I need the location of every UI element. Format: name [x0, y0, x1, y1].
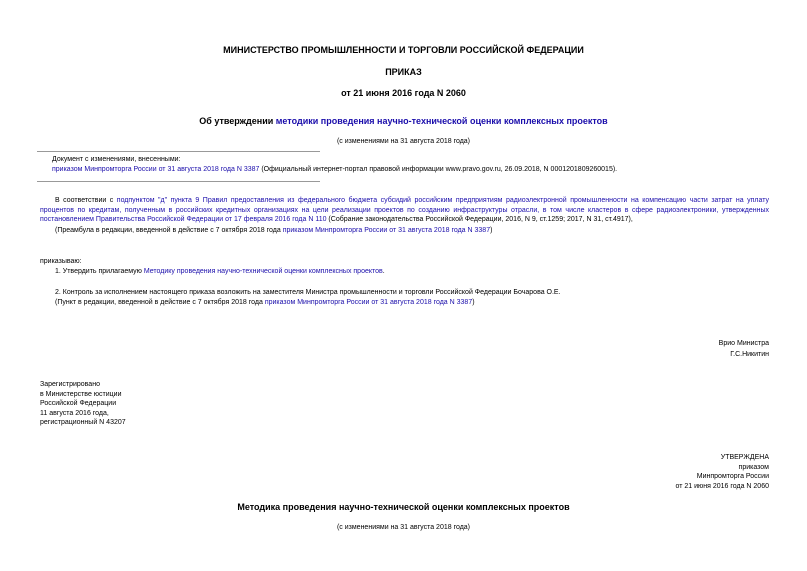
approval-block — [675, 453, 769, 491]
preamble-rules-link[interactable]: подпунктом "д" пункта 9 Правил предоставления из федерального бюджета субсидий российским предприятиям радиоэлектронной промышленности на компенсацию части затрат на уплату процентов по кредитам, полученным в российских кредитных организациях на цели реализации проектов по созданию инфраструктуры отрасли, в том числе кластеров в сфере радиоэлектроники, утвержденных постановлением Правительства Российской Федерации от 17 февраля 2016 года N 110 — [40, 197, 770, 223]
amendments-top-divider — [37, 151, 320, 152]
registration-line-4: 11 августа 2016 года, — [40, 409, 109, 417]
amendments-label: Документ с изменениями, внесенными: — [52, 156, 181, 163]
registration-line-5: регистрационный N 43207 — [40, 419, 126, 426]
amendments-line — [52, 165, 772, 175]
preamble-note-suffix: ) — [490, 227, 493, 234]
amendments-bottom-divider — [37, 181, 320, 182]
order-item-1-prefix: 1. Утвердить прилагаемую — [55, 268, 144, 275]
preamble-note-prefix: (Преамбула в редакции, введенной в действие с 7 октября 2018 года — [55, 227, 283, 234]
order-item-1 — [40, 267, 769, 277]
order-date-heading: от 21 июня 2016 года N 2060 — [341, 88, 466, 98]
approval-line-4: от 21 июня 2016 года N 2060 — [675, 482, 769, 490]
preamble-intro: В соответствии с — [55, 197, 117, 204]
title-prefix: Об утверждении — [199, 116, 276, 126]
approval-line-3: Минпромторга России — [696, 473, 769, 480]
amendments-source: (Официальный интернет-портал правовой информации www.pravo.gov.ru, 26.09.2018, N 0001201809260015). — [259, 166, 618, 173]
amendments-link[interactable]: приказом Минпромторга России от 31 августа 2018 года N 3387 — [52, 166, 260, 173]
preamble-note — [40, 226, 769, 236]
method-changes-note: (с изменениями на 31 августа 2018 года) — [336, 524, 471, 531]
order-item-1-suffix: . — [382, 268, 385, 275]
order-item-2-note — [40, 298, 769, 308]
doc-type-heading: ПРИКАЗ — [385, 67, 422, 77]
preamble-note-link[interactable]: приказом Минпромторга России от 31 августа 2018 года N 3387 — [282, 227, 491, 234]
registration-block — [40, 380, 126, 428]
registration-line-2: в Министерстве юстиции — [40, 390, 122, 398]
registration-line-1: Зарегистрировано — [40, 381, 100, 388]
method-title: Методика проведения научно-технической оценки комплексных проектов — [237, 502, 570, 512]
title-link[interactable]: методики проведения научно-технической оценки комплексных проектов — [275, 116, 608, 126]
approval-line-2: приказом — [738, 463, 769, 471]
title-changes-note: (с изменениями на 31 августа 2018 года) — [336, 138, 471, 145]
signature-name: Г.С.Никитин — [730, 351, 769, 358]
ministry-heading: МИНИСТЕРСТВО ПРОМЫШЛЕННОСТИ И ТОРГОВЛИ РОССИЙСКОЙ ФЕДЕРАЦИИ — [223, 45, 584, 55]
approval-line-1: УТВЕРЖДЕНА — [720, 454, 769, 461]
order-item-2: 2. Контроль за исполнением настоящего приказа возложить на заместителя Министра промышленности и торговли Российской Федерации Бочарова О.Е. — [55, 289, 561, 296]
registration-line-3: Российской Федерации — [40, 400, 117, 407]
order-item-2-note-suffix: ) — [472, 299, 475, 306]
signature-position: Врио Министра — [718, 340, 769, 347]
order-item-2-note-link[interactable]: приказом Минпромторга России от 31 августа 2018 года N 3387 — [264, 299, 473, 306]
prikazyvayu-text: приказываю: — [40, 258, 82, 265]
document-title — [0, 117, 807, 127]
order-item-1-link[interactable]: Методику проведения научно-технической оценки комплексных проектов — [143, 268, 383, 275]
preamble-paragraph — [40, 196, 769, 225]
order-item-2-note-prefix: (Пункт в редакции, введенной в действие с 7 октября 2018 года — [55, 299, 265, 306]
preamble-source: (Собрание законодательства Российской Федерации, 2016, N 9, ст.1259; 2017, N 31, ст.4917), — [326, 216, 633, 223]
